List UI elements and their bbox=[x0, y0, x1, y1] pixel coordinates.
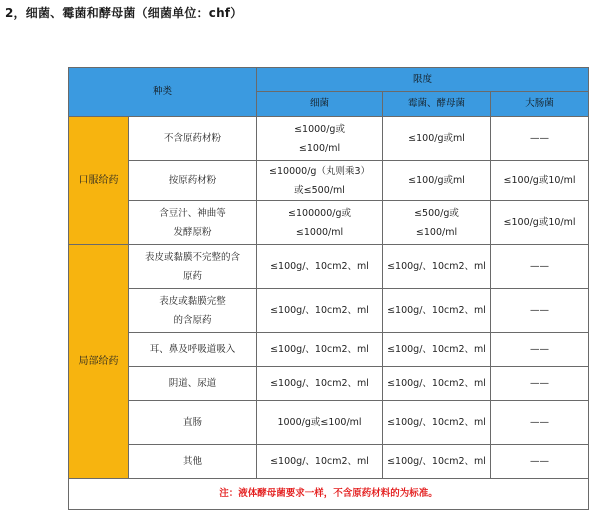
row-mold-yeast-cell bbox=[383, 333, 491, 367]
cell-text-line: ≤100g/、10cm2、ml bbox=[387, 305, 486, 316]
row-bacteria-cell bbox=[257, 117, 383, 161]
row-type-cell bbox=[129, 367, 257, 401]
row-ecoli-cell bbox=[491, 333, 589, 367]
microbial-limits-table bbox=[68, 67, 589, 510]
row-ecoli-cell bbox=[491, 117, 589, 161]
header-ecoli: 大肠菌 bbox=[491, 92, 589, 117]
table-row bbox=[69, 245, 589, 289]
cell-text-line: —— bbox=[530, 417, 550, 428]
table-row bbox=[69, 201, 589, 245]
row-ecoli-cell bbox=[491, 401, 589, 445]
table-row bbox=[69, 333, 589, 367]
cell-text-line: 表皮或黏膜不完整的含 bbox=[145, 251, 241, 263]
row-mold-yeast-cell bbox=[383, 401, 491, 445]
cell-text-line: 1000/g或≤100/ml bbox=[277, 417, 362, 428]
row-bacteria-cell bbox=[257, 245, 383, 289]
cell-text-line: ≤10000/g（丸则乘3） bbox=[269, 165, 370, 177]
row-type-cell bbox=[129, 201, 257, 245]
header-category: 种类 bbox=[69, 68, 257, 117]
row-ecoli-cell bbox=[491, 161, 589, 201]
cell-text-line: 表皮或黏膜完整 bbox=[159, 295, 226, 307]
table-row bbox=[69, 289, 589, 333]
cell-text-line: 含豆汁、神曲等 bbox=[159, 207, 226, 219]
cell-text-line: 其他 bbox=[183, 456, 203, 467]
cell-text-line: ≤100/g或10/ml bbox=[503, 175, 576, 186]
cell-text-line: ≤100/g或ml bbox=[408, 133, 465, 144]
row-type-cell bbox=[129, 289, 257, 333]
cell-text-line: 的含原药 bbox=[173, 314, 212, 326]
row-bacteria-cell bbox=[257, 289, 383, 333]
cell-text-line: ≤100g/、10cm2、ml bbox=[270, 261, 369, 272]
row-ecoli-cell bbox=[491, 445, 589, 479]
cell-text-line: 按原药材粉 bbox=[168, 175, 217, 186]
table-row bbox=[69, 401, 589, 445]
cell-text-line: —— bbox=[530, 261, 550, 272]
header-mold-yeast: 霉菌、酵母菌 bbox=[383, 92, 491, 117]
cell-text-line: 阴道、尿道 bbox=[168, 378, 217, 389]
cell-text-line: 原药 bbox=[183, 270, 203, 282]
cell-text-line: ≤100g/、10cm2、ml bbox=[270, 344, 369, 355]
row-bacteria-cell bbox=[257, 367, 383, 401]
row-bacteria-cell bbox=[257, 333, 383, 367]
section-heading: 2，细菌、霉菌和酵母菌（细菌单位：chf） bbox=[5, 6, 243, 20]
cell-text-line: ≤1000/ml bbox=[295, 226, 344, 238]
row-bacteria-cell bbox=[257, 445, 383, 479]
row-ecoli-cell bbox=[491, 201, 589, 245]
header-limit: 限度 bbox=[257, 68, 589, 92]
cell-text-line: ≤100g/、10cm2、ml bbox=[270, 305, 369, 316]
header-bacteria: 细菌 bbox=[257, 92, 383, 117]
table-row bbox=[69, 117, 589, 161]
row-type-cell bbox=[129, 117, 257, 161]
row-type-cell bbox=[129, 333, 257, 367]
cell-text-line: ≤100g/、10cm2、ml bbox=[387, 417, 486, 428]
cell-text-line: ≤100/ml bbox=[298, 142, 341, 154]
row-bacteria-cell bbox=[257, 401, 383, 445]
row-mold-yeast-cell bbox=[383, 245, 491, 289]
row-type-cell bbox=[129, 245, 257, 289]
cell-text-line: ≤100g/、10cm2、ml bbox=[387, 378, 486, 389]
cell-text-line: ≤100g/、10cm2、ml bbox=[270, 378, 369, 389]
row-mold-yeast-cell bbox=[383, 161, 491, 201]
row-bacteria-cell bbox=[257, 161, 383, 201]
table-row bbox=[69, 445, 589, 479]
cell-text-line: —— bbox=[530, 456, 550, 467]
cell-text-line: ≤100/g或ml bbox=[408, 175, 465, 186]
footnote: 注：液体酵母菌要求一样，不含原药材料的为标准。 bbox=[69, 479, 589, 510]
row-ecoli-cell bbox=[491, 367, 589, 401]
row-mold-yeast-cell bbox=[383, 117, 491, 161]
cell-text-line: ≤1000/g或 bbox=[294, 123, 345, 135]
cell-text-line: ≤100g/、10cm2、ml bbox=[270, 456, 369, 467]
row-mold-yeast-cell bbox=[383, 289, 491, 333]
row-mold-yeast-cell bbox=[383, 445, 491, 479]
row-ecoli-cell bbox=[491, 245, 589, 289]
cell-text-line: —— bbox=[530, 133, 550, 144]
group-topical: 局部给药 bbox=[69, 245, 129, 479]
cell-text-line: 发酵原粉 bbox=[173, 226, 212, 238]
cell-text-line: ≤500/g或 bbox=[414, 207, 459, 219]
cell-text-line: ≤100g/、10cm2、ml bbox=[387, 261, 486, 272]
cell-text-line: ≤100g/、10cm2、ml bbox=[387, 344, 486, 355]
row-ecoli-cell bbox=[491, 289, 589, 333]
cell-text-line: ≤100g/、10cm2、ml bbox=[387, 456, 486, 467]
cell-text-line: ≤100000/g或 bbox=[288, 207, 351, 219]
cell-text-line: ≤100/g或10/ml bbox=[503, 217, 576, 228]
row-type-cell bbox=[129, 161, 257, 201]
cell-text-line: —— bbox=[530, 344, 550, 355]
cell-text-line: —— bbox=[530, 305, 550, 316]
cell-text-line: 耳、鼻及呼吸道吸入 bbox=[149, 344, 236, 355]
cell-text-line: 直肠 bbox=[183, 417, 203, 428]
cell-text-line: 或≤500/ml bbox=[294, 184, 345, 196]
row-bacteria-cell bbox=[257, 201, 383, 245]
row-mold-yeast-cell bbox=[383, 367, 491, 401]
table-row bbox=[69, 367, 589, 401]
row-mold-yeast-cell bbox=[383, 201, 491, 245]
cell-text-line: ≤100/ml bbox=[415, 226, 458, 238]
table-row bbox=[69, 161, 589, 201]
row-type-cell bbox=[129, 401, 257, 445]
cell-text-line: —— bbox=[530, 378, 550, 389]
cell-text-line: 不含原药材粉 bbox=[164, 133, 222, 144]
group-oral: 口服给药 bbox=[69, 117, 129, 245]
row-type-cell bbox=[129, 445, 257, 479]
